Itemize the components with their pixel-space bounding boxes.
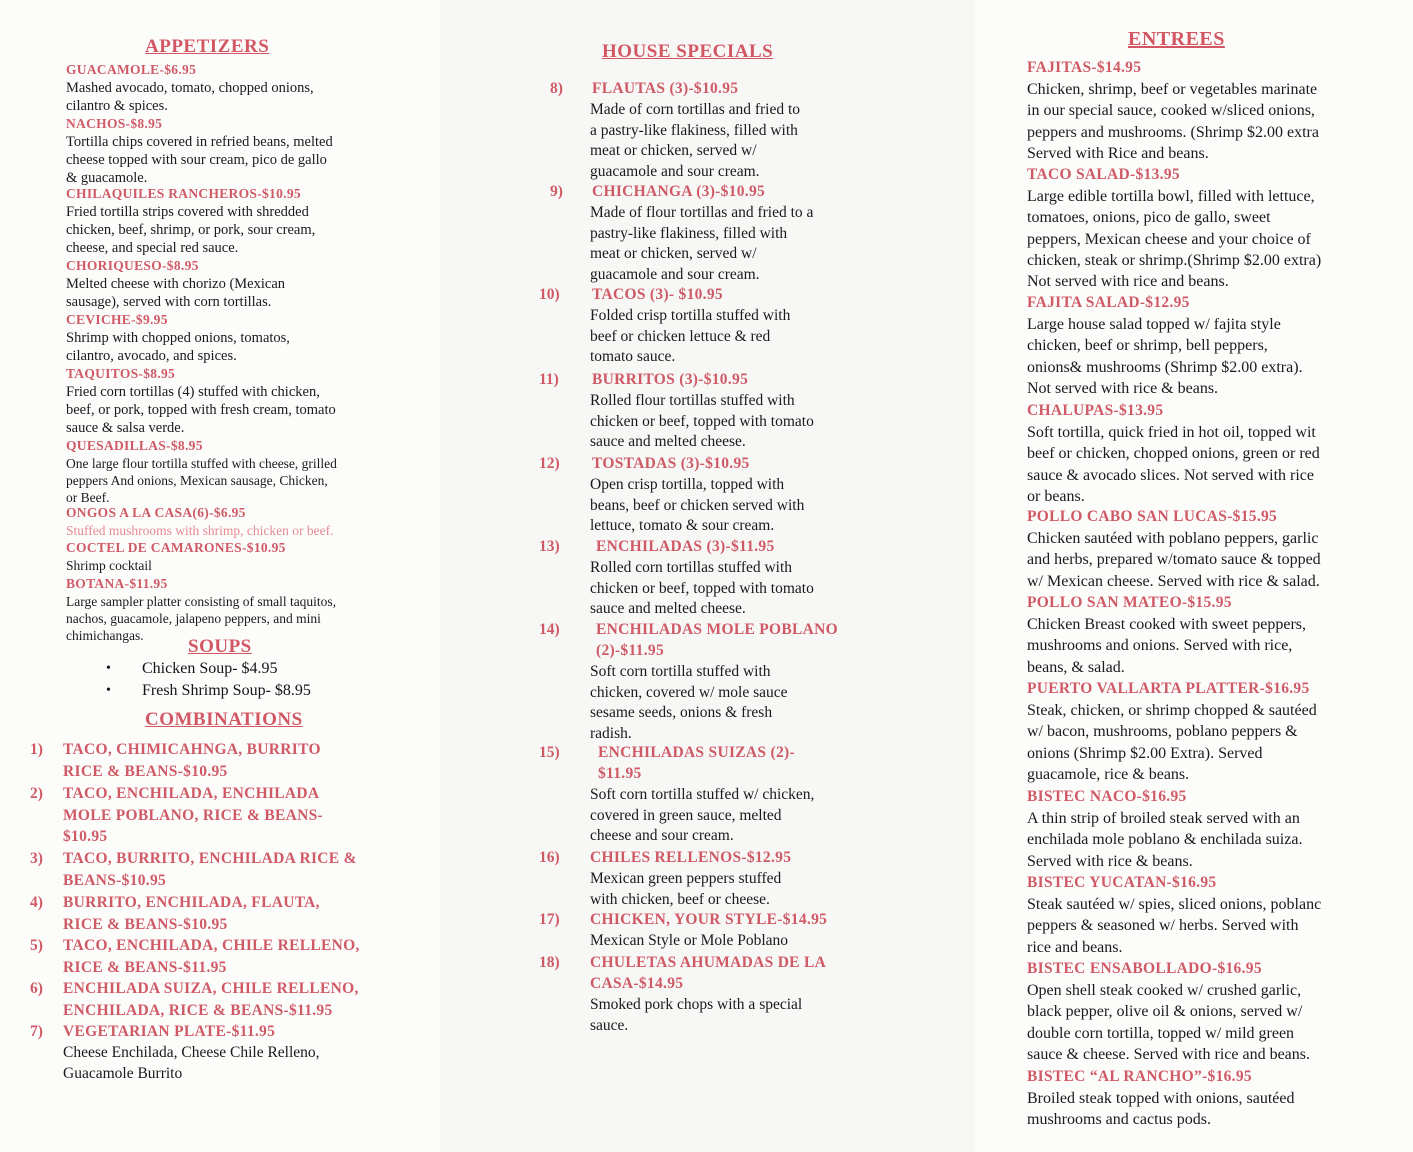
entree-name: BISTEC YUCATAN-$16.95 — [1027, 874, 1217, 891]
appetizer-description: cilantro, avocado, and spices. — [66, 348, 237, 364]
special-number: 16) — [539, 849, 560, 866]
special-number: 13) — [539, 538, 560, 555]
combination-name: MOLE POBLANO, RICE & BEANS- — [63, 806, 323, 824]
special-name: BURRITOS (3)-$10.95 — [592, 371, 749, 388]
combination-name: TACO, BURRITO, ENCHILADA RICE & — [63, 850, 357, 867]
combination-name: TACO, CHIMICAHNGA, BURRITO — [63, 741, 321, 758]
special-name: TACOS (3)- $10.95 — [592, 286, 723, 303]
entree-name: POLLO CABO SAN LUCAS-$15.95 — [1027, 508, 1278, 525]
right-panel — [975, 0, 1413, 1152]
entree-description: A thin strip of broiled steak served with an — [1027, 810, 1300, 827]
entree-description: w/ Mexican cheese. Served with rice & salad. — [1027, 572, 1320, 590]
appetizer-description: chimichangas. — [66, 628, 144, 643]
special-name: TOSTADAS (3)-$10.95 — [592, 455, 750, 472]
entrees-title: ENTREES — [1128, 28, 1225, 50]
appetizer-description: cheese, and special red sauce. — [66, 240, 239, 256]
appetizer-name: COCTEL DE CAMARONES-$10.95 — [66, 540, 286, 555]
entree-description: Large house salad topped w/ fajita style — [1027, 316, 1281, 333]
combination-name: TACO, ENCHILADA, ENCHILADA — [63, 785, 320, 802]
entree-description: Soft tortilla, quick fried in hot oil, topped wit — [1027, 424, 1316, 441]
special-description: Soft corn tortilla stuffed with — [590, 663, 771, 680]
combination-number: 4) — [30, 894, 43, 911]
appetizer-name: CEVICHE-$9.95 — [66, 312, 168, 327]
special-description: covered in green sauce, melted — [590, 806, 782, 824]
special-name: CASA-$14.95 — [590, 975, 684, 992]
entree-description: Chicken, shrimp, beef or vegetables marinate — [1027, 81, 1318, 98]
special-description: meat or chicken, served w/ — [590, 245, 757, 262]
special-description: with chicken, beef or cheese. — [590, 890, 770, 908]
special-name: FLAUTAS (3)-$10.95 — [592, 80, 739, 97]
appetizer-description: Melted cheese with chorizo (Mexican — [66, 276, 286, 292]
appetizer-description: cilantro & spices. — [66, 98, 168, 114]
combination-number: 7) — [30, 1023, 43, 1040]
entree-description: Chicken Breast cooked with sweet peppers, — [1027, 616, 1307, 633]
combination-name: TACO, ENCHILADA, CHILE RELLENO, — [63, 937, 360, 954]
appetizer-description: cheese topped with sour cream, pico de gallo — [66, 152, 327, 168]
entree-description: Steak, chicken, or shrimp chopped & sautéed — [1027, 702, 1317, 719]
entree-description: chicken, steak or shrimp.(Shrimp $2.00 extra) — [1027, 251, 1322, 269]
appetizer-name: CHORIQUESO-$8.95 — [66, 258, 199, 273]
appetizer-description: Fried corn tortillas (4) stuffed with chicken, — [66, 384, 320, 400]
entree-description: tomatoes, onions, pico de gallo, sweet — [1027, 209, 1271, 227]
appetizer-description: Shrimp cocktail — [66, 558, 152, 573]
special-number: 11) — [539, 371, 559, 388]
middle-panel — [440, 0, 975, 1152]
special-description: guacamole and sour cream. — [590, 265, 760, 283]
entree-description: beef or chicken, chopped onions, green or red — [1027, 445, 1320, 463]
entree-description: peppers & seasoned w/ herbs. Served with — [1027, 917, 1299, 935]
appetizer-description: nachos, guacamole, jalapeno peppers, and mini — [66, 611, 321, 626]
appetizer-name: NACHOS-$8.95 — [66, 116, 163, 131]
special-description: chicken or beef, topped with tomato — [590, 412, 814, 430]
entree-description: Served with Rice and beans. — [1027, 144, 1209, 162]
combination-name: ENCHILADA SUIZA, CHILE RELLENO, — [63, 980, 359, 997]
special-number: 15) — [539, 744, 560, 761]
combination-name: BEANS-$10.95 — [63, 871, 167, 889]
entree-description: beans, & salad. — [1027, 658, 1125, 676]
special-number: 14) — [539, 621, 560, 638]
house-specials-title: HOUSE SPECIALS — [602, 41, 774, 62]
special-number: 12) — [539, 455, 560, 472]
entree-name: BISTEC NACO-$16.95 — [1027, 788, 1187, 805]
combination-number: 3) — [30, 850, 43, 867]
special-description: Rolled corn tortillas stuffed with — [590, 559, 793, 576]
entree-description: peppers, Mexican cheese and your choice of — [1027, 230, 1311, 248]
entree-description: chicken, beef or shrimp, bell peppers, — [1027, 337, 1268, 355]
entree-description: Not served with rice & beans. — [1027, 379, 1219, 397]
special-description: chicken, covered w/ mole sauce — [590, 683, 788, 701]
entree-description: and herbs, prepared w/tomato sauce & topped — [1027, 551, 1321, 569]
entree-description: or beans. — [1027, 487, 1085, 505]
special-name: CHICHANGA (3)-$10.95 — [592, 183, 766, 200]
entree-description: in our special sauce, cooked w/sliced onions, — [1027, 102, 1315, 120]
entree-description: sauce & avocado slices. Not served with rice — [1027, 466, 1315, 484]
special-number: 17) — [539, 911, 560, 928]
appetizer-description: Stuffed mushrooms with shrimp, chicken or beef. — [66, 523, 334, 538]
special-description: Made of flour tortillas and fried to a — [590, 204, 814, 221]
appetizer-name: ONGOS A LA CASA(6)-$6.95 — [66, 505, 246, 520]
appetizer-description: Tortilla chips covered in refried beans, melted — [66, 134, 333, 150]
special-description: meat or chicken, served w/ — [590, 142, 757, 159]
combination-name: BURRITO, ENCHILADA, FLAUTA, — [63, 894, 320, 911]
appetizer-name: TAQUITOS-$8.95 — [66, 366, 176, 381]
appetizer-description: sauce & salsa verde. — [66, 420, 185, 436]
combination-name: $10.95 — [63, 828, 108, 845]
special-name: $11.95 — [598, 765, 642, 782]
entree-description: Large edible tortilla bowl, filled with lettuce, — [1027, 188, 1315, 205]
special-name: ENCHILADAS MOLE POBLANO — [596, 621, 839, 638]
special-description: a pastry-like flakiness, filled with — [590, 121, 798, 139]
special-description: pastry-like flakiness, filled with — [590, 224, 788, 242]
combination-name: RICE & BEANS-$10.95 — [63, 915, 228, 933]
special-number: 18) — [539, 954, 560, 971]
entree-description: Open shell steak cooked w/ crushed garlic, — [1027, 982, 1302, 999]
special-number: 8) — [550, 80, 563, 97]
special-number: 9) — [550, 183, 563, 200]
special-description: Mexican Style or Mole Poblano — [590, 932, 789, 949]
entree-description: Chicken sautéed with poblano peppers, garlic — [1027, 530, 1319, 547]
appetizer-description: peppers And onions, Mexican sausage, Chicken, — [66, 473, 328, 488]
combinations-title: COMBINATIONS — [145, 709, 303, 730]
special-description: tomato sauce. — [590, 348, 676, 365]
combination-number: 2) — [30, 785, 43, 802]
entree-description: black pepper, olive oil & onions, served w/ — [1027, 1003, 1303, 1021]
special-name: (2)-$11.95 — [596, 642, 665, 659]
special-description: Smoked pork chops with a special — [590, 996, 803, 1013]
special-description: lettuce, tomato & sour cream. — [590, 517, 775, 534]
entree-name: BISTEC ENSABOLLADO-$16.95 — [1027, 960, 1262, 977]
appetizer-description: Fried tortilla strips covered with shredded — [66, 204, 309, 220]
special-description: Made of corn tortillas and fried to — [590, 101, 801, 118]
special-name: CHICKEN, YOUR STYLE-$14.95 — [590, 911, 828, 928]
appetizer-name: BOTANA-$11.95 — [66, 576, 168, 591]
combination-number: 5) — [30, 937, 43, 954]
entree-description: w/ bacon, mushrooms, poblano peppers & — [1027, 723, 1298, 741]
entree-description: peppers and mushrooms. (Shrimp $2.00 extra — [1027, 123, 1319, 141]
appetizer-description: Large sampler platter consisting of small taquitos, — [66, 594, 337, 609]
appetizer-description: Shrimp with chopped onions, tomatos, — [66, 330, 290, 346]
combination-name: RICE & BEANS-$10.95 — [63, 762, 228, 780]
entree-name: CHALUPAS-$13.95 — [1027, 402, 1164, 419]
special-description: sauce and melted cheese. — [590, 433, 746, 450]
appetizer-description: beef, or pork, topped with fresh cream, tomato — [66, 402, 336, 418]
special-name: ENCHILADAS (3)-$11.95 — [596, 538, 775, 555]
combination-description: Guacamole Burrito — [63, 1065, 183, 1082]
special-description: guacamole and sour cream. — [590, 162, 760, 180]
special-description: sesame seeds, onions & fresh — [590, 704, 773, 721]
entree-description: Broiled steak topped with onions, sautéed — [1027, 1090, 1295, 1107]
left-panel — [0, 0, 440, 1152]
special-description: radish. — [590, 724, 632, 742]
entree-description: onions& mushrooms (Shrimp $2.00 extra). — [1027, 358, 1303, 376]
soup-item: • Fresh Shrimp Soup- $8.95 — [142, 682, 311, 700]
special-description: beans, beef or chicken served with — [590, 496, 805, 514]
appetizer-description: One large flour tortilla stuffed with cheese, grilled — [66, 456, 337, 471]
combination-number: 1) — [30, 741, 43, 758]
special-name: CHILES RELLENOS-$12.95 — [590, 849, 792, 866]
soups-title: SOUPS — [188, 636, 252, 657]
entree-description: Served with rice & beans. — [1027, 852, 1193, 870]
appetizer-description: chicken, beef, shrimp, or pork, sour cream, — [66, 222, 316, 238]
appetizers-title: APPETIZERS — [145, 36, 270, 57]
appetizer-description: Mashed avocado, tomato, chopped onions, — [66, 80, 314, 96]
special-description: chicken or beef, topped with tomato — [590, 579, 814, 597]
special-description: Rolled flour tortillas stuffed with — [590, 392, 795, 409]
combination-name: ENCHILADA, RICE & BEANS-$11.95 — [63, 1001, 333, 1019]
appetizer-name: GUACAMOLE-$6.95 — [66, 62, 197, 77]
entree-description: enchilada mole poblano & enchilada suiza. — [1027, 831, 1303, 849]
special-description: cheese and sour cream. — [590, 827, 734, 844]
appetizer-description: or Beef. — [66, 490, 110, 505]
special-name: CHULETAS AHUMADAS DE LA — [590, 954, 827, 971]
entree-description: double corn tortilla, topped w/ mild green — [1027, 1024, 1295, 1042]
special-description: sauce. — [590, 1016, 629, 1034]
entree-description: guacamole, rice & beans. — [1027, 765, 1190, 783]
entree-name: FAJITA SALAD-$12.95 — [1027, 294, 1190, 311]
special-description: Open crisp tortilla, topped with — [590, 476, 785, 493]
entree-description: sauce & cheese. Served with rice and beans. — [1027, 1045, 1310, 1063]
special-description: Soft corn tortilla stuffed w/ chicken, — [590, 786, 815, 803]
soup-item: • Chicken Soup- $4.95 — [142, 660, 278, 678]
entree-name: PUERTO VALLARTA PLATTER-$16.95 — [1027, 680, 1310, 697]
appetizer-name: QUESADILLAS-$8.95 — [66, 438, 203, 453]
entree-description: Not served with rice and beans. — [1027, 273, 1229, 291]
combination-name: VEGETARIAN PLATE-$11.95 — [63, 1023, 276, 1040]
entree-description: rice and beans. — [1027, 938, 1123, 956]
combination-description: Cheese Enchilada, Cheese Chile Relleno, — [63, 1044, 320, 1061]
combination-number: 6) — [30, 980, 43, 997]
special-description: Folded crisp tortilla stuffed with — [590, 307, 791, 324]
combination-name: RICE & BEANS-$11.95 — [63, 958, 227, 976]
entree-description: mushrooms and onions. Served with rice, — [1027, 637, 1293, 655]
entree-description: mushrooms and cactus pods. — [1027, 1111, 1211, 1129]
appetizer-description: & guacamole. — [66, 170, 148, 186]
special-description: Mexican green peppers stuffed — [590, 870, 782, 887]
appetizer-name: CHILAQUILES RANCHEROS-$10.95 — [66, 186, 301, 201]
special-description: sauce and melted cheese. — [590, 600, 746, 617]
special-description: beef or chicken lettuce & red — [590, 327, 771, 345]
entree-name: TACO SALAD-$13.95 — [1027, 166, 1180, 183]
entree-name: FAJITAS-$14.95 — [1027, 59, 1142, 76]
special-number: 10) — [539, 286, 560, 303]
entree-name: BISTEC “AL RANCHO”-$16.95 — [1027, 1068, 1252, 1085]
entree-description: Steak sautéed w/ spies, sliced onions, poblanc — [1027, 896, 1322, 913]
entree-name: POLLO SAN MATEO-$15.95 — [1027, 594, 1232, 611]
entree-description: onions (Shrimp $2.00 Extra). Served — [1027, 744, 1263, 762]
appetizer-description: sausage), served with corn tortillas. — [66, 294, 272, 310]
special-name: ENCHILADAS SUIZAS (2)- — [598, 744, 795, 761]
